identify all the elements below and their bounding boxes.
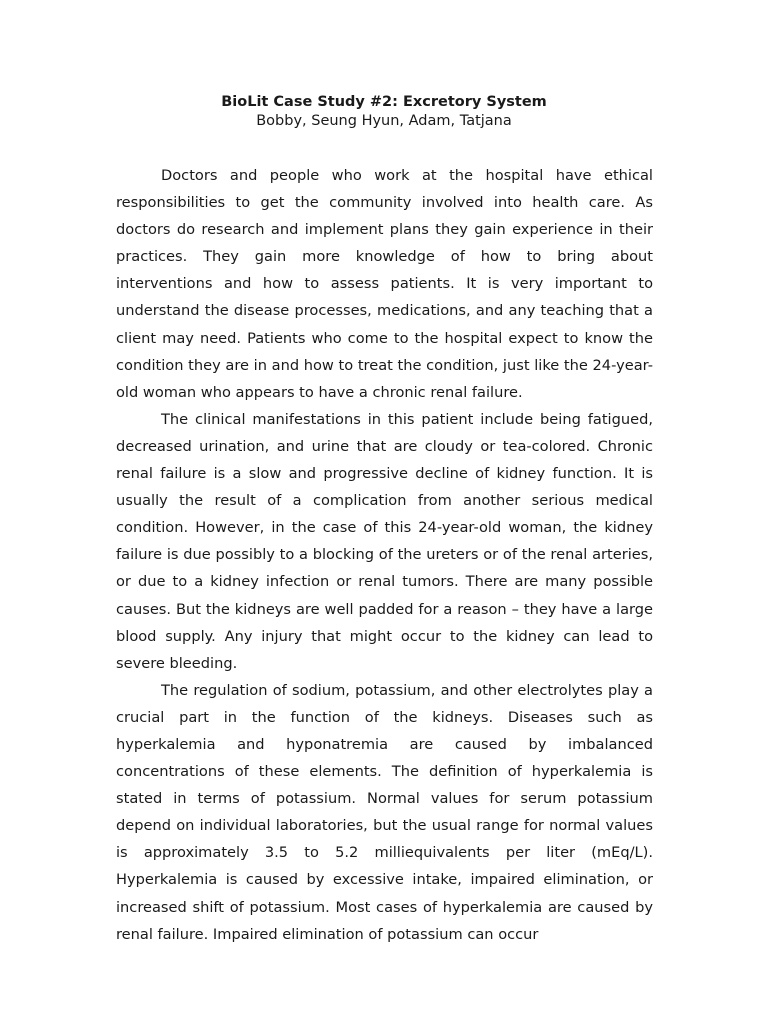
paragraph-3: The regulation of sodium, potassium, and other electrolytes play a crucial part in the function of the kidneys. Diseases such as hyperkalemia and hyponatremia are caused by imbalanced concentrations of these elements. The definition of hyperkalemia is stated in terms of potassium. Normal values for serum potassium depend on individual laboratories, but the usual range for normal values is approximately 3.5 to 5.2 milliequivalents per liter (mEq/L). Hyperkalemia is caused by excessive intake, impaired elimination, or increased shift of potassium. Most cases of hyperkalemia are caused by renal failure. Impaired elimination of potassium can occur <box>116 681 653 943</box>
document-body <box>116 162 653 948</box>
document-authors: Bobby, Seung Hyun, Adam, Tatjana <box>256 113 512 129</box>
paragraph-2: The clinical manifestations in this patient include being fatigued, decreased urination, and urine that are cloudy or tea-colored. Chronic renal failure is a slow and progressive decline of kidney function. It is usually the result of a complication from another serious medical condition. However, in the case of this 24-year-old woman, the kidney failure is due possibly to a blocking of the ureters or of the renal arteries, or due to a kidney infection or renal tumors. There are many possible causes. But the kidneys are well padded for a reason – they have a large blood supply. Any injury that might occur to the kidney can lead to severe bleeding. <box>116 410 653 672</box>
paragraph-1: Doctors and people who work at the hospital have ethical responsibilities to get the community involved into health care. As doctors do research and implement plans they gain experience in their practices. They gain more knowledge of how to bring about interventions and how to assess patients. It is very important to understand the disease processes, medications, and any teaching that a client may need. Patients who come to the hospital expect to know the condition they are in and how to treat the condition, just like the 24-year-old woman who appears to have a chronic renal failure. <box>116 167 653 401</box>
document-title: BioLit Case Study #2: Excretory System <box>221 94 547 110</box>
